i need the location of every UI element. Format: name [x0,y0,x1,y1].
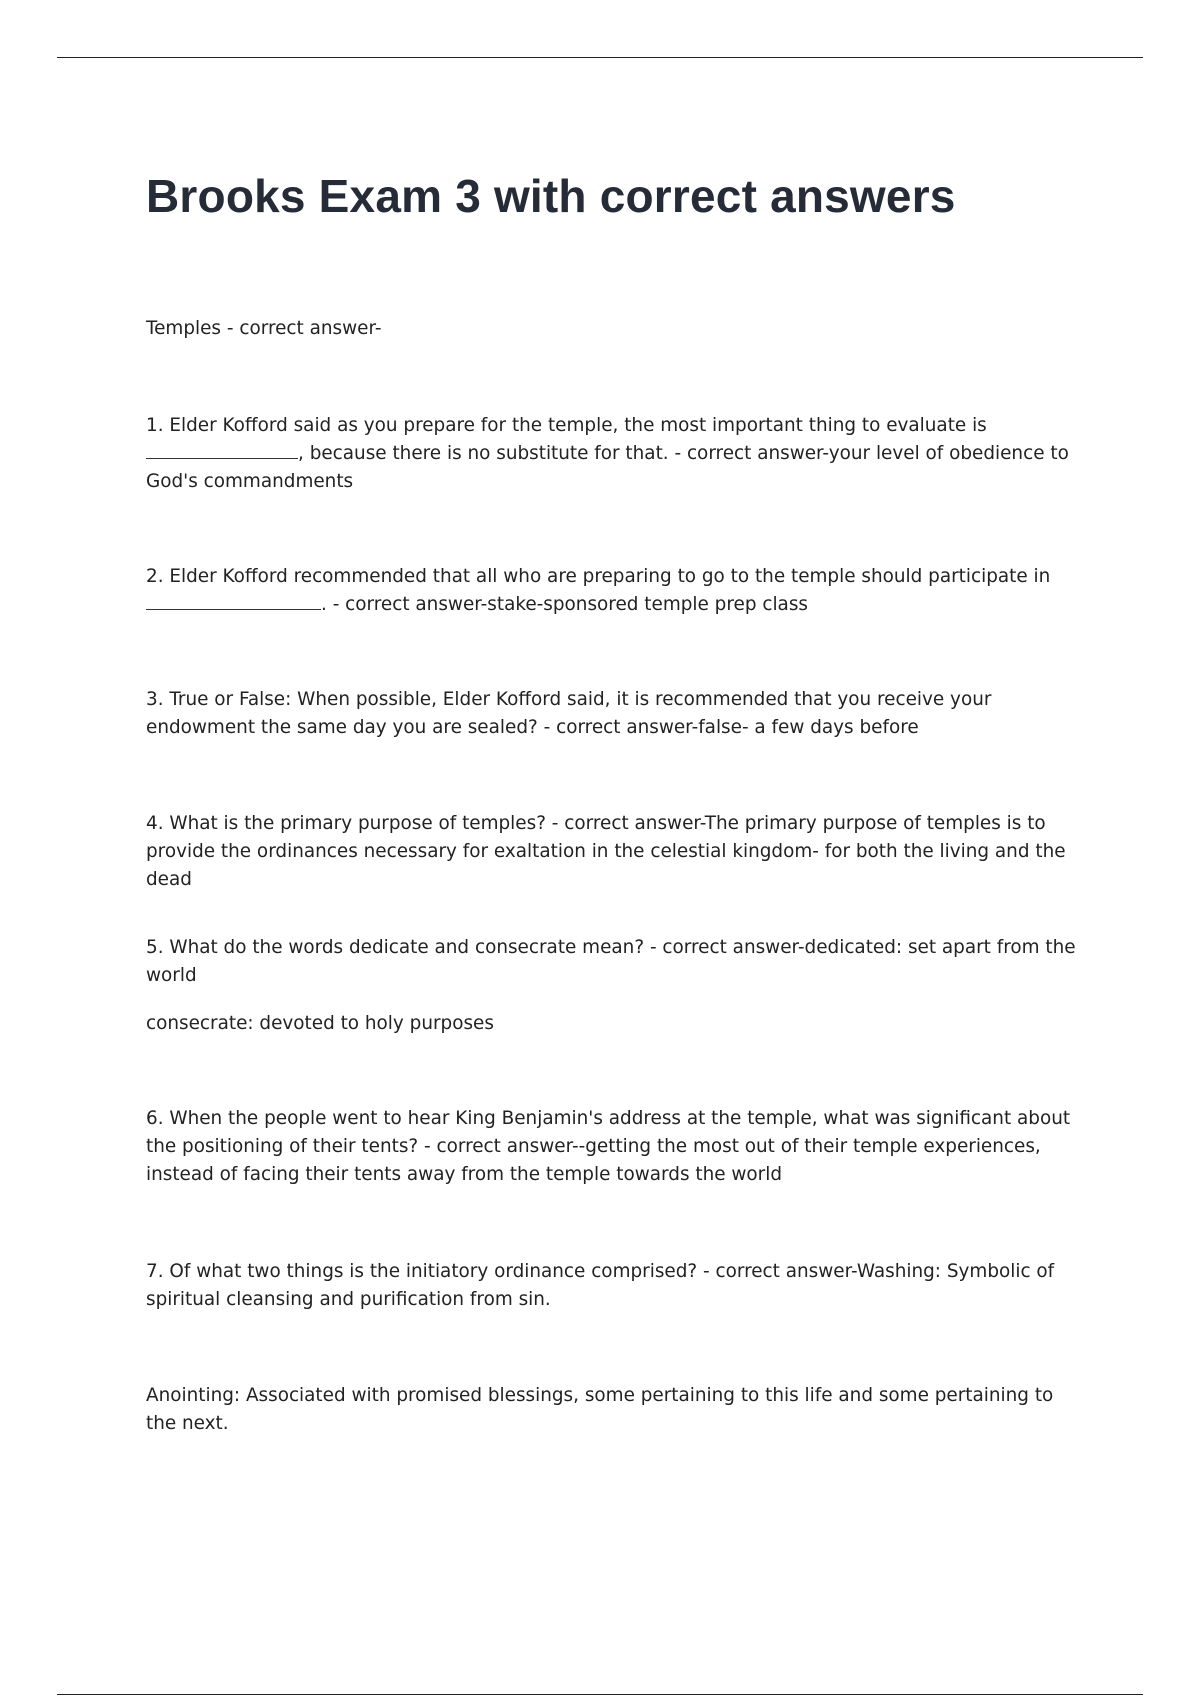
section-heading: Temples - correct answer- [146,318,382,339]
question-5: 5. What do the words dedicate and consecrate mean? - correct answer-dedicated: set apart from the world [146,937,1076,986]
question-6: 6. When the people went to hear King Benjamin's address at the temple, what was significant about the positioning of their tents? - correct answer--getting the most out of their temple experiences, instead of facing their tents away from the temple towards the world [146,1108,1071,1185]
question-7-continuation: Anointing: Associated with promised blessings, some pertaining to this life and some pertaining to the next. [146,1385,1054,1434]
top-divider [57,57,1143,58]
document-title: Brooks Exam 3 with correct answers [146,170,956,222]
question-3: 3. True or False: When possible, Elder Kofford said, it is recommended that you receive your endowment the same day you are sealed? - correct answer-false- a few days before [146,689,992,738]
bottom-divider [57,1694,1143,1695]
question-2 [146,563,1086,619]
question-1-prompt: 1. Elder Kofford said as you prepare for the temple, the most important thing to evaluate is [146,415,987,436]
answer-blank [146,440,298,459]
question-2-answer: . - correct answer-stake-sponsored temple prep class [321,594,808,615]
question-1 [146,412,1086,496]
question-7: 7. Of what two things is the initiatory ordinance comprised? - correct answer-Washing: Symbolic of spiritual cleansing and purification from sin. [146,1261,1055,1310]
question-5-continuation: consecrate: devoted to holy purposes [146,1013,494,1034]
answer-blank [146,591,321,610]
question-4: 4. What is the primary purpose of temples? - correct answer-The primary purpose of temples is to provide the ordinances necessary for exaltation in the celestial kingdom- for both the living and the dead [146,813,1066,890]
question-1-answer: , because there is no substitute for that. - correct answer-your level of obedience to God's commandments [146,443,1069,492]
question-2-prompt: 2. Elder Kofford recommended that all who are preparing to go to the temple should participate in [146,566,1051,587]
